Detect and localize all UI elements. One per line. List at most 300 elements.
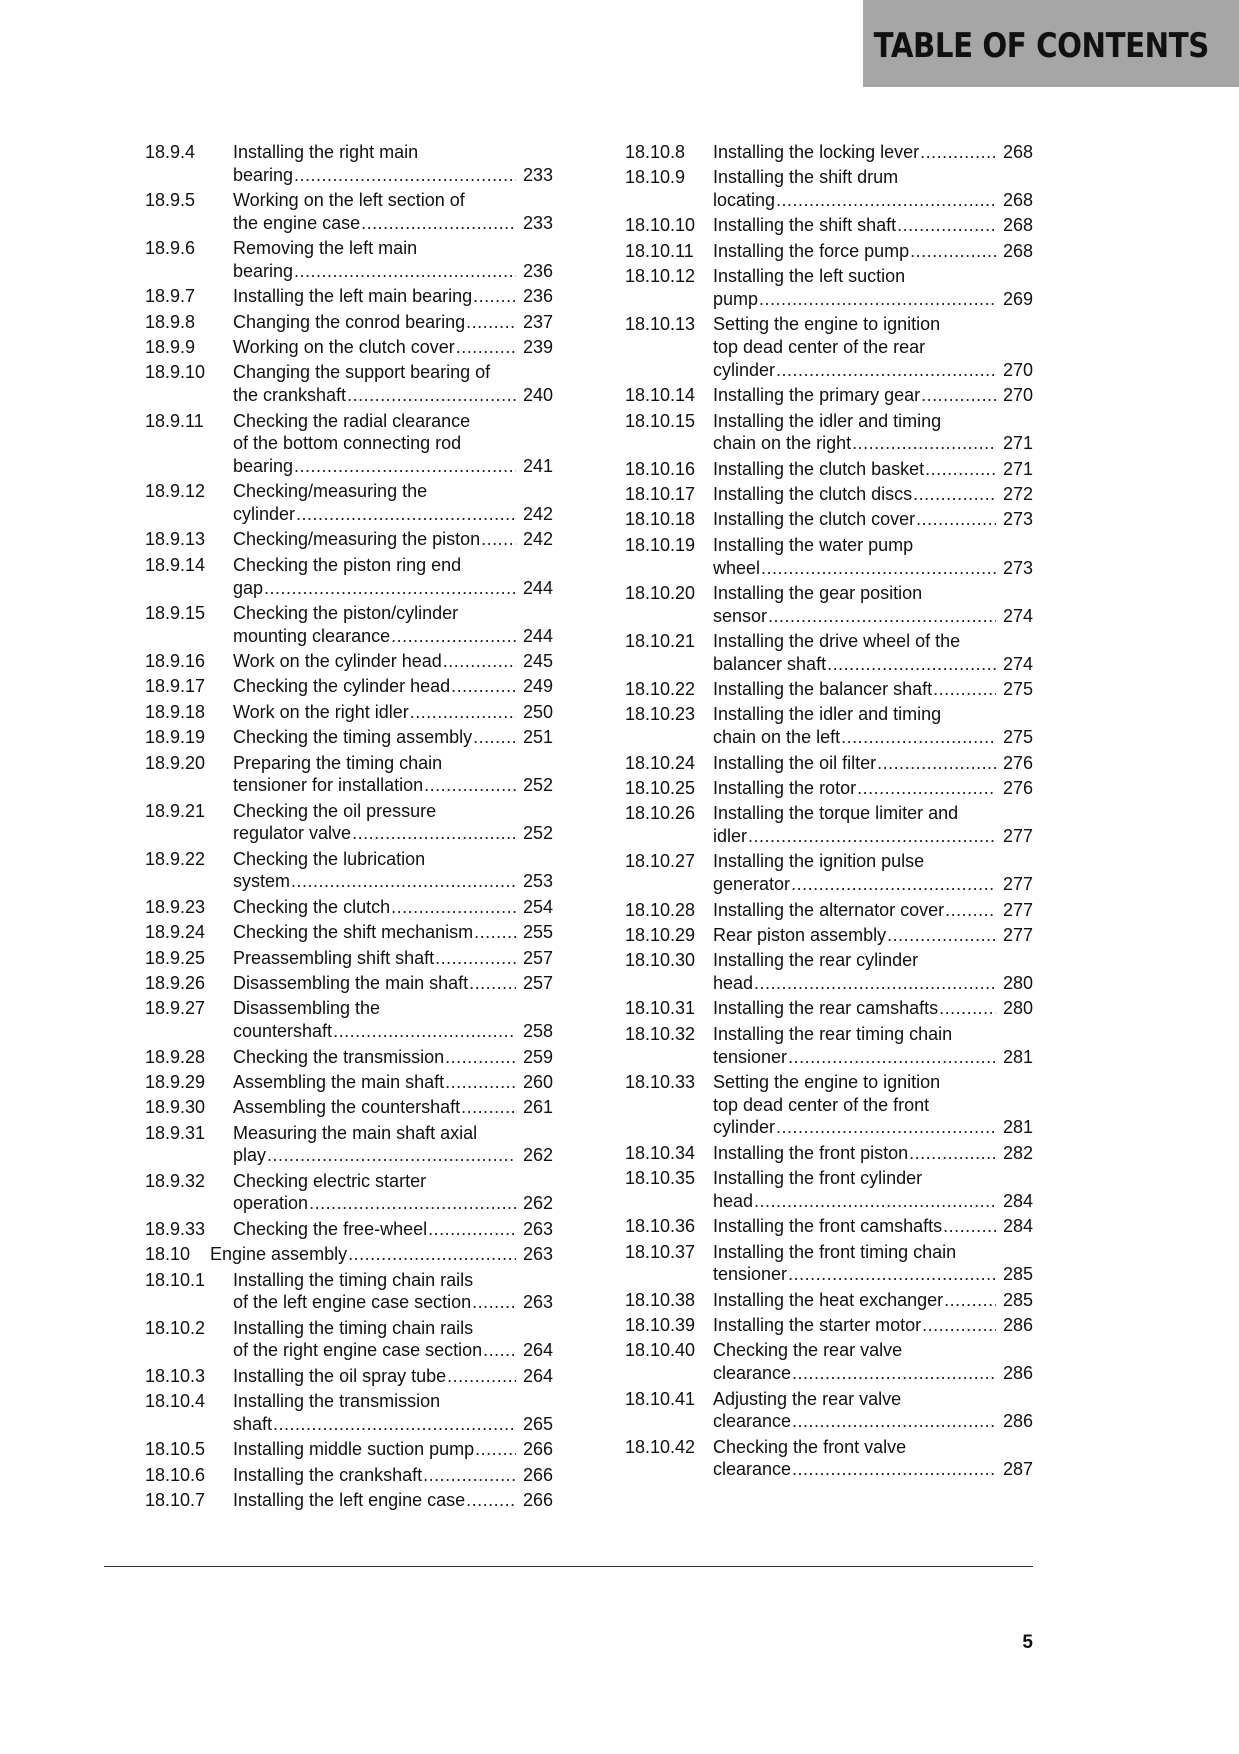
- toc-entry-number: 18.10.10: [625, 215, 696, 236]
- toc-entry-page: 285: [1002, 1289, 1033, 1310]
- toc-entry-title: top dead center of the front: [713, 1094, 930, 1115]
- toc-entry[interactable]: [145, 675, 553, 698]
- toc-entry-page: 266: [522, 1439, 553, 1460]
- toc-entry-title: tensioner: [713, 1046, 788, 1067]
- toc-column-right: [625, 141, 1033, 1484]
- toc-entry-title: Checking the free-wheel: [233, 1218, 428, 1239]
- toc-entry[interactable]: [625, 166, 1033, 211]
- toc-entry-page: 263: [522, 1292, 553, 1313]
- toc-entry[interactable]: [145, 701, 553, 724]
- toc-entry[interactable]: [145, 141, 553, 186]
- toc-entry[interactable]: [145, 554, 553, 599]
- toc-entry-number: 18.10.13: [625, 314, 696, 335]
- toc-entry-title: bearing: [233, 260, 294, 281]
- toc-entry-number: 18.9.17: [145, 676, 206, 697]
- toc-entry[interactable]: [625, 458, 1033, 481]
- toc-entry[interactable]: [625, 534, 1033, 579]
- toc-entry-title: Installing the torque limiter and: [713, 803, 959, 824]
- toc-entry-page: 264: [522, 1340, 553, 1361]
- toc-entry[interactable]: [625, 1314, 1033, 1337]
- toc-entry[interactable]: [145, 800, 553, 845]
- toc-entry[interactable]: [145, 1218, 553, 1241]
- toc-entry[interactable]: [145, 1096, 553, 1119]
- toc-entry-title: Installing the front timing chain: [713, 1241, 957, 1262]
- dot-leader: [294, 260, 516, 283]
- toc-entry-title: Installing the gear position: [713, 582, 923, 603]
- toc-entry[interactable]: [625, 265, 1033, 310]
- toc-entry-number: 18.9.25: [145, 947, 206, 968]
- toc-entry-title: Installing the shift shaft: [713, 215, 897, 236]
- toc-entry-title: Checking the clutch: [233, 896, 391, 917]
- toc-entry-number: 18.10.26: [625, 803, 696, 824]
- toc-entry[interactable]: [625, 1071, 1033, 1139]
- toc-entry-number: 18.9.19: [145, 727, 206, 748]
- dot-leader: [435, 947, 516, 970]
- toc-entry-page: 253: [522, 871, 553, 892]
- toc-entry-number: 18.9.20: [145, 752, 206, 773]
- toc-entry[interactable]: [625, 678, 1033, 701]
- toc-entry-page: 244: [522, 625, 553, 646]
- toc-entry-title: head: [713, 1190, 754, 1211]
- toc-entry-title: Installing the heat exchanger: [713, 1289, 944, 1310]
- toc-entry[interactable]: [145, 410, 553, 478]
- toc-entry-page: 280: [1002, 973, 1033, 994]
- page-number: 5: [1022, 1632, 1033, 1653]
- toc-entry-title: Installing the shift drum: [713, 167, 899, 188]
- toc-entry-title: Changing the support bearing of: [233, 362, 491, 383]
- toc-entry-title: Checking the front valve: [713, 1436, 907, 1457]
- toc-entry-number: 18.10.5: [145, 1439, 206, 1460]
- toc-entry-number: 18.10.17: [625, 484, 696, 505]
- toc-entry[interactable]: [625, 141, 1033, 164]
- toc-entry-title: Working on the clutch cover: [233, 337, 455, 358]
- dot-leader: [922, 1314, 996, 1337]
- dot-leader: [291, 870, 516, 893]
- toc-entry-number: 18.9.6: [145, 238, 196, 259]
- toc-entry[interactable]: [145, 1464, 553, 1487]
- toc-entry-page: 262: [522, 1145, 553, 1166]
- toc-entry-title: Installing the idler and timing: [713, 704, 942, 725]
- toc-entry[interactable]: [625, 1215, 1033, 1238]
- toc-entry[interactable]: [145, 1438, 553, 1461]
- toc-entry-page: 276: [1002, 752, 1033, 773]
- toc-entry-title: Checking/measuring the: [233, 481, 428, 502]
- toc-entry-title: Setting the engine to ignition: [713, 1071, 941, 1092]
- dot-leader: [768, 605, 996, 628]
- header-banner: [863, 0, 1239, 87]
- dot-leader: [857, 777, 996, 800]
- toc-entry[interactable]: [145, 1390, 553, 1435]
- dot-leader: [466, 311, 516, 334]
- dot-leader: [827, 653, 996, 676]
- dot-leader: [748, 825, 996, 848]
- dot-leader: [466, 1489, 516, 1512]
- dot-leader: [469, 972, 516, 995]
- toc-entry-title: Checking the piston ring end: [233, 554, 462, 575]
- dot-leader: [754, 972, 996, 995]
- toc-entry-title: of the right engine case section: [233, 1340, 483, 1361]
- toc-entry[interactable]: [625, 949, 1033, 994]
- toc-entry-number: 18.10.9: [625, 167, 686, 188]
- toc-entry-page: 269: [1002, 288, 1033, 309]
- toc-entry[interactable]: [145, 1071, 553, 1094]
- toc-entry[interactable]: [145, 361, 553, 406]
- toc-entry-page: 260: [522, 1071, 553, 1092]
- toc-entry-page: 274: [1002, 605, 1033, 626]
- toc-entry-number: 18.10.41: [625, 1388, 696, 1409]
- toc-entry-page: 281: [1002, 1046, 1033, 1067]
- toc-entry[interactable]: [145, 848, 553, 893]
- toc-entry-title: Installing the idler and timing: [713, 410, 942, 431]
- toc-entry-page: 277: [1002, 924, 1033, 945]
- toc-entry-page: 272: [1002, 484, 1033, 505]
- toc-entry-page: 237: [522, 311, 553, 332]
- toc-entry-number: 18.10.2: [145, 1317, 206, 1338]
- toc-entry-page: 236: [522, 286, 553, 307]
- toc-entry-title: Checking the oil pressure: [233, 800, 437, 821]
- toc-entry-title: Installing the timing chain rails: [233, 1269, 474, 1290]
- toc-entry-title: Installing the oil filter: [713, 752, 877, 773]
- toc-entry-title: Preassembling shift shaft: [233, 947, 435, 968]
- toc-entry-number: 18.9.15: [145, 602, 206, 623]
- toc-entry-title: Checking the timing assembly: [233, 727, 473, 748]
- toc-entry-title: Installing the rear timing chain: [713, 1023, 953, 1044]
- toc-entry-title: Measuring the main shaft axial: [233, 1122, 478, 1143]
- toc-entry-title: Checking the lubrication: [233, 848, 426, 869]
- dot-leader: [921, 384, 996, 407]
- toc-entry-number: 18.10.27: [625, 851, 696, 872]
- toc-entry-title: cylinder: [713, 1117, 776, 1138]
- toc-entry-page: 255: [522, 922, 553, 943]
- toc-entry[interactable]: [625, 850, 1033, 895]
- toc-entry-page: 242: [522, 504, 553, 525]
- toc-entry-number: 18.10.15: [625, 410, 696, 431]
- dot-leader: [461, 1096, 516, 1119]
- toc-entry-page: 236: [522, 260, 553, 281]
- dot-leader: [428, 1218, 516, 1241]
- dot-leader: [776, 1116, 996, 1139]
- toc-entry[interactable]: [145, 1122, 553, 1167]
- toc-entry-title: Installing the left main bearing: [233, 286, 473, 307]
- toc-entry-title: Installing the clutch cover: [713, 509, 916, 530]
- toc-entry-page: 287: [1002, 1459, 1033, 1480]
- toc-entry-title: Installing the crankshaft: [233, 1464, 423, 1485]
- toc-entry-title: Installing the rotor: [713, 777, 857, 798]
- toc-entry-page: 254: [522, 896, 553, 917]
- toc-entry-page: 284: [1002, 1190, 1033, 1211]
- page-title: TABLE OF CONTENTS: [873, 26, 1209, 66]
- toc-entry-page: 250: [522, 701, 553, 722]
- toc-entry-page: 263: [522, 1244, 553, 1265]
- dot-leader: [447, 1365, 516, 1388]
- toc-entry-number: 18.10.19: [625, 534, 696, 555]
- toc-entry[interactable]: [625, 997, 1033, 1020]
- toc-entry-title: Disassembling the: [233, 998, 381, 1019]
- toc-entry-page: 270: [1002, 385, 1033, 406]
- toc-entry-page: 252: [522, 823, 553, 844]
- toc-entry[interactable]: [625, 899, 1033, 922]
- dot-leader: [481, 528, 516, 551]
- toc-entry-number: 18.10.39: [625, 1315, 696, 1336]
- toc-entry[interactable]: [145, 921, 553, 944]
- dot-leader: [445, 1071, 516, 1094]
- toc-entry[interactable]: [625, 752, 1033, 775]
- toc-entry-page: 257: [522, 973, 553, 994]
- toc-entry-number: 18.9.8: [145, 311, 196, 332]
- toc-entry-number: 18.9.33: [145, 1218, 206, 1239]
- toc-entry-number: 18.10.8: [625, 142, 686, 162]
- dot-leader: [909, 1142, 996, 1165]
- toc-entry[interactable]: [145, 285, 553, 308]
- toc-entry-number: 18.10.7: [145, 1490, 206, 1511]
- toc-entry-page: 241: [522, 455, 553, 476]
- toc-entry-page: 276: [1002, 777, 1033, 798]
- toc-entry-number: 18.9.29: [145, 1071, 206, 1092]
- toc-entry-title: system: [233, 871, 291, 892]
- toc-entry-number: 18.10.22: [625, 679, 696, 700]
- dot-leader: [456, 336, 516, 359]
- toc-entry[interactable]: [625, 802, 1033, 847]
- toc-entry-number: 18.9.31: [145, 1122, 206, 1143]
- toc-entry[interactable]: [145, 1269, 553, 1314]
- toc-entry[interactable]: [145, 1365, 553, 1388]
- toc-entry-number: 18.10.3: [145, 1365, 206, 1386]
- toc-entry-title: Work on the cylinder head: [233, 651, 442, 672]
- toc-entry-title: Installing the front camshafts: [713, 1216, 943, 1237]
- toc-entry-number: 18.9.22: [145, 848, 206, 869]
- toc-column-left: [145, 141, 553, 1515]
- toc-entry-page: 263: [522, 1218, 553, 1239]
- dot-leader: [910, 240, 996, 263]
- toc-entry[interactable]: [145, 947, 553, 970]
- toc-entry-title: clearance: [713, 1459, 792, 1480]
- toc-entry-title: tensioner for installation: [233, 775, 424, 796]
- toc-entry[interactable]: [145, 650, 553, 673]
- toc-entry-number: 18.10.23: [625, 704, 696, 725]
- toc-entry[interactable]: [145, 997, 553, 1042]
- toc-entry-title: Assembling the countershaft: [233, 1097, 461, 1118]
- toc-entry[interactable]: [625, 1241, 1033, 1286]
- dot-leader: [761, 557, 996, 580]
- toc-entry-page: 285: [1002, 1264, 1033, 1285]
- dot-leader: [788, 1046, 996, 1069]
- dot-leader: [920, 141, 996, 164]
- dot-leader: [841, 726, 996, 749]
- toc-entry-title: Installing the clutch discs: [713, 484, 913, 505]
- toc-entry-title: generator: [713, 874, 791, 895]
- toc-entry-number: 18.9.28: [145, 1046, 206, 1067]
- toc-entry-page: 286: [1002, 1315, 1033, 1336]
- toc-entry-page: 262: [522, 1193, 553, 1214]
- toc-entry-title: Removing the left main: [233, 238, 418, 259]
- toc-entry-number: 18.9.7: [145, 286, 196, 307]
- dot-leader: [443, 650, 516, 673]
- toc-entry[interactable]: [625, 508, 1033, 531]
- toc-entry-page: 268: [1002, 190, 1033, 211]
- toc-entry[interactable]: [145, 1046, 553, 1069]
- toc-entry-page: 282: [1002, 1142, 1033, 1163]
- toc-entry-title: Engine assembly: [210, 1244, 348, 1265]
- toc-entry-number: 18.10.12: [625, 266, 696, 287]
- dot-leader: [925, 458, 996, 481]
- toc-entry[interactable]: [145, 311, 553, 334]
- toc-entry-number: 18.9.4: [145, 142, 196, 162]
- toc-entry-title: pump: [713, 288, 759, 309]
- toc-entry-title: mounting clearance: [233, 625, 391, 646]
- toc-entry-page: 277: [1002, 899, 1033, 920]
- toc-entry[interactable]: [625, 1023, 1033, 1068]
- toc-entry-number: 18.10.36: [625, 1216, 696, 1237]
- dot-leader: [391, 625, 516, 648]
- toc-entry-title: Checking the cylinder head: [233, 676, 451, 697]
- toc-entry-title: bearing: [233, 455, 294, 476]
- toc-entry[interactable]: [145, 480, 553, 525]
- toc-entry-title: Setting the engine to ignition: [713, 314, 941, 335]
- toc-entry-number: 18.10.14: [625, 385, 696, 406]
- dot-leader: [410, 701, 516, 724]
- toc-entry[interactable]: [145, 237, 553, 282]
- dot-leader: [347, 384, 516, 407]
- dot-leader: [391, 896, 516, 919]
- toc-entry[interactable]: [145, 896, 553, 919]
- toc-entry-page: 261: [522, 1097, 553, 1118]
- toc-entry-title: Installing the clutch basket: [713, 458, 925, 479]
- toc-entry[interactable]: [625, 630, 1033, 675]
- dot-leader: [852, 432, 996, 455]
- toc-entry[interactable]: [145, 1317, 553, 1362]
- dot-leader: [352, 822, 516, 845]
- toc-entry-page: 268: [1002, 142, 1033, 162]
- toc-entry[interactable]: [625, 582, 1033, 627]
- toc-entry-title: chain on the left: [713, 727, 841, 748]
- toc-entry-page: 240: [522, 385, 553, 406]
- toc-entry-page: 249: [522, 676, 553, 697]
- toc-entry-page: 252: [522, 775, 553, 796]
- toc-entry-number: 18.9.5: [145, 190, 196, 211]
- toc-entry[interactable]: [625, 703, 1033, 748]
- toc-entry-number: 18.9.14: [145, 554, 206, 575]
- toc-entry-page: 268: [1002, 215, 1033, 236]
- toc-entry[interactable]: [145, 528, 553, 551]
- toc-entry-page: 266: [522, 1464, 553, 1485]
- toc-entry-number: 18.9.18: [145, 701, 206, 722]
- toc-entry-title: operation: [233, 1193, 309, 1214]
- dot-leader: [759, 288, 996, 311]
- toc-entry-page: 233: [522, 212, 553, 233]
- toc-entry-title: Installing the primary gear: [713, 385, 921, 406]
- toc-entry-page: 264: [522, 1365, 553, 1386]
- dot-leader: [792, 1458, 996, 1481]
- toc-entry-title: cylinder: [713, 359, 776, 380]
- toc-entry-title: tensioner: [713, 1264, 788, 1285]
- toc-entry-number: 18.10.1: [145, 1269, 206, 1290]
- toc-entry[interactable]: [145, 1243, 553, 1266]
- toc-entry[interactable]: [145, 336, 553, 359]
- toc-entry-number: 18.10.25: [625, 777, 696, 798]
- toc-entry-title: Installing the water pump: [713, 534, 914, 555]
- toc-entry-title: Preparing the timing chain: [233, 752, 443, 773]
- toc-entry-title: Checking the radial clearance: [233, 410, 471, 431]
- toc-entry-page: 244: [522, 577, 553, 598]
- toc-entry-title: Installing the left suction: [713, 266, 906, 287]
- toc-entry-title: Checking the transmission: [233, 1046, 445, 1067]
- toc-entry-page: 251: [522, 727, 553, 748]
- toc-entry[interactable]: [625, 1142, 1033, 1165]
- toc-entry[interactable]: [145, 752, 553, 797]
- toc-entry[interactable]: [625, 410, 1033, 455]
- toc-entry-title: Rear piston assembly: [713, 924, 887, 945]
- toc-entry-title: idler: [713, 826, 748, 847]
- toc-entry[interactable]: [625, 1289, 1033, 1312]
- toc-entry[interactable]: [625, 384, 1033, 407]
- dot-leader: [296, 503, 516, 526]
- toc-entry[interactable]: [625, 240, 1033, 263]
- toc-entry-number: 18.9.12: [145, 481, 206, 502]
- toc-entry[interactable]: [625, 1339, 1033, 1384]
- toc-entry[interactable]: [625, 1388, 1033, 1433]
- toc-entry-number: 18.10.4: [145, 1391, 206, 1412]
- toc-entry-title: Installing the ignition pulse: [713, 851, 925, 872]
- dot-leader: [264, 577, 516, 600]
- toc-entry[interactable]: [625, 1436, 1033, 1481]
- dot-leader: [309, 1192, 516, 1215]
- toc-entry[interactable]: [625, 214, 1033, 237]
- toc-entry-number: 18.9.10: [145, 362, 206, 383]
- toc-entry[interactable]: [625, 924, 1033, 947]
- toc-entry-number: 18.10.40: [625, 1340, 696, 1361]
- dot-leader: [473, 285, 516, 308]
- toc-entry[interactable]: [625, 483, 1033, 506]
- toc-entry-page: 239: [522, 337, 553, 358]
- dot-leader: [791, 873, 996, 896]
- toc-entry-number: 18.10.42: [625, 1436, 696, 1457]
- dot-leader: [916, 508, 996, 531]
- dot-leader: [475, 1438, 516, 1461]
- toc-entry-title: Installing the transmission: [233, 1391, 441, 1412]
- dot-leader: [445, 1046, 516, 1069]
- toc-entry[interactable]: [145, 1170, 553, 1215]
- toc-entry[interactable]: [145, 602, 553, 647]
- toc-entry[interactable]: [625, 777, 1033, 800]
- toc-entry-page: 286: [1002, 1411, 1033, 1432]
- toc-entry-page: 280: [1002, 998, 1033, 1019]
- toc-entry-number: 18.10.16: [625, 458, 696, 479]
- dot-leader: [423, 1464, 516, 1487]
- toc-entry-number: 18.10.20: [625, 582, 696, 603]
- toc-entry[interactable]: [145, 726, 553, 749]
- toc-entry-number: 18.10.11: [625, 240, 694, 261]
- toc-entry-title: Installing the balancer shaft: [713, 679, 933, 700]
- toc-entry-page: 233: [522, 164, 553, 185]
- toc-entry[interactable]: [145, 972, 553, 995]
- toc-entry-page: 265: [522, 1413, 553, 1434]
- toc-entry-title: Installing the rear cylinder: [713, 950, 919, 971]
- toc-entry-title: Checking the piston/cylinder: [233, 602, 459, 623]
- toc-entry-page: 242: [522, 529, 553, 550]
- dot-leader: [939, 997, 996, 1020]
- toc-entry-page: 277: [1002, 826, 1033, 847]
- toc-entry[interactable]: [625, 313, 1033, 381]
- toc-entry-number: 18.10.31: [625, 998, 696, 1019]
- toc-entry-title: Installing the right main: [233, 142, 419, 162]
- toc-entry-title: the engine case: [233, 212, 361, 233]
- toc-entry-page: 277: [1002, 874, 1033, 895]
- toc-entry[interactable]: [145, 189, 553, 234]
- dot-leader: [333, 1020, 516, 1043]
- dot-leader: [945, 899, 996, 922]
- toc-entry[interactable]: [625, 1167, 1033, 1212]
- toc-entry[interactable]: [145, 1489, 553, 1512]
